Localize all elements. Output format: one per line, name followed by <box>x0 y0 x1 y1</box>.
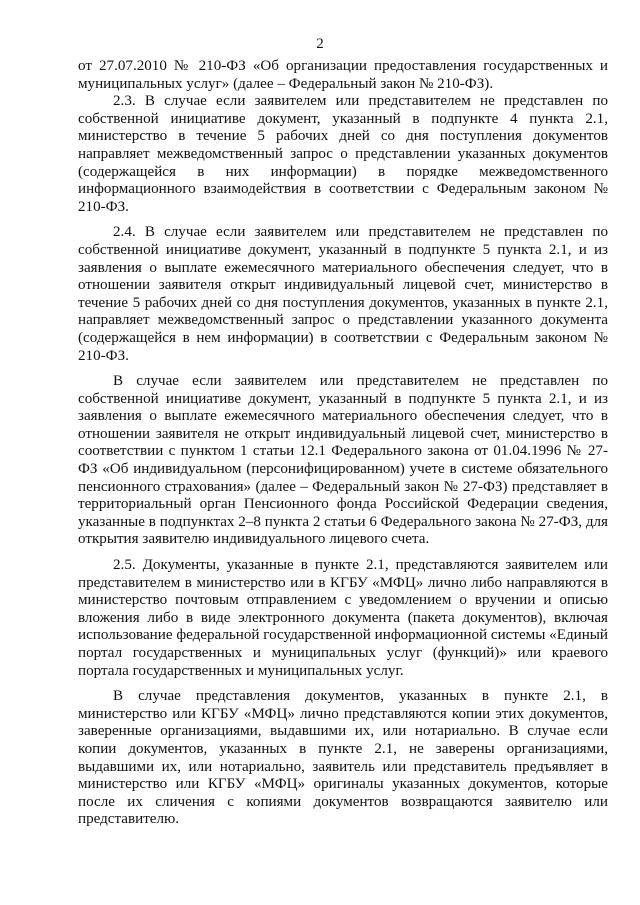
paragraph-2-5-continuation: В случае представления документов, указанных в пункте 2.1, в министерство или КГБУ «МФЦ» лично представляются копии этих документов, заверенные организациями, выдавшими их, или нотариально. В случае если копии документов, указанных в пункте 2.1, не заверены организациями, выдавшими их, или нотариально, заявитель или представитель предъявляет в министерство или КГБУ «МФЦ» оригиналы указанных документов, которые после их сличения с копиями документов возвращаются заявителю или представителю. <box>78 688 608 828</box>
document-body <box>78 58 608 829</box>
paragraph-intro-continuation: от 27.07.2010 № 210-ФЗ «Об организации предоставления государственных и муниципальных услуг» (далее – Федеральный закон № 210-ФЗ). <box>78 58 608 92</box>
page-number: 2 <box>316 36 324 52</box>
paragraph-2-4: 2.4. В случае если заявителем или представителем не представлен по собственной инициативе документ, указанный в подпункте 5 пункта 2.1, и из заявления о выплате ежемесячного материального обеспечения следует, что в отношении заявителя открыт индивидуальный лицевой счет, министерство в течение 5 рабочих дней со дня поступления документов, указанных в пункте 2.1, направляет межведомственный запрос о представлении указанного документа (содержащейся в нем информации) в соответствии с Федеральным законом № 210-ФЗ. <box>78 224 608 364</box>
paragraph-2-5: 2.5. Документы, указанные в пункте 2.1, представляются заявителем или представителем в министерство или в КГБУ «МФЦ» лично либо направляются в министерство почтовым отправлением с уведомлением о вручении и описью вложения либо в виде электронного документа (пакета документов), включая использование федеральной государственной информационной системы «Единый портал государственных и муниципальных услуг (функций)» или краевого портала государственных и муниципальных услуг. <box>78 557 608 679</box>
paragraph-2-3: 2.3. В случае если заявителем или представителем не представлен по собственной инициативе документ, указанный в подпункте 4 пункта 2.1, министерство в течение 5 рабочих дней со дня поступления документов направляет межведомственный запрос о представлении указанных документов (содержащейся в них информации) в порядке межведомственного информационного взаимодействия в соответствии с Федеральным законом № 210-ФЗ. <box>78 93 608 215</box>
paragraph-2-4-continuation: В случае если заявителем или представителем не представлен по собственной инициативе документ, указанный в подпункте 5 пункта 2.1, и из заявления о выплате ежемесячного материального обеспечения следует, что в отношении заявителя не открыт индивидуальный лицевой счет, министерство в соответствии с пунктом 1 статьи 12.1 Федерального закона от 01.04.1996 № 27-ФЗ «Об индивидуальном (персонифицированном) учете в системе обязательного пенсионного страхования» (далее – Федеральный закон № 27-ФЗ) представляет в территориальный орган Пенсионного фонда Российской Федерации сведения, указанные в подпунктах 2–8 пункта 2 статьи 6 Федерального закона № 27-ФЗ, для открытия заявителю индивидуального лицевого счета. <box>78 373 608 548</box>
